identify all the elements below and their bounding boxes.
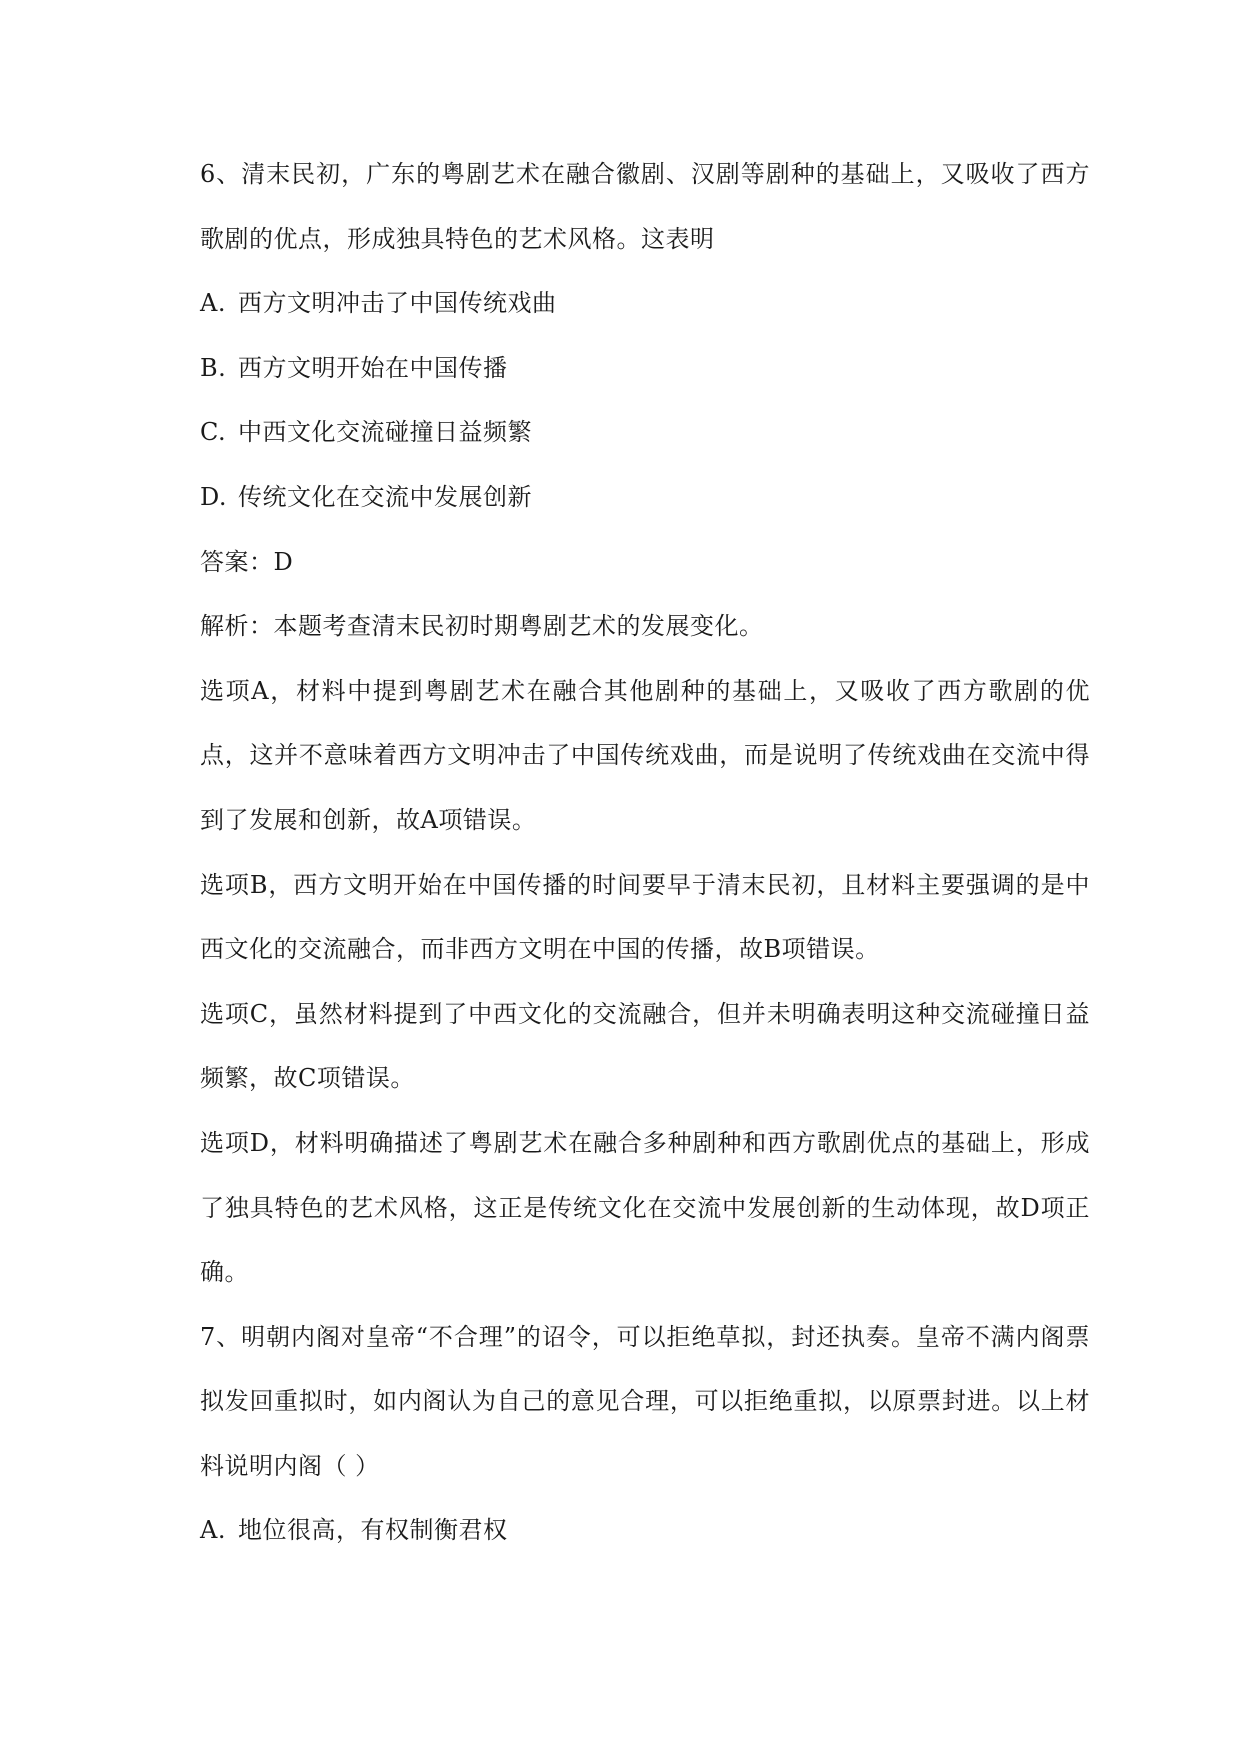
explanation-option-d: 选项D，材料明确描述了粤剧艺术在融合多种剧种和西方歌剧优点的基础上，形成了独具特色的艺术风格，这正是传统文化在交流中发展创新的生动体现，故D项正确。 <box>200 1128 1090 1287</box>
option-letter: A. <box>200 289 226 318</box>
question-6-option-d <box>200 465 1090 530</box>
explanation-option-c: 选项C，虽然材料提到了中西文化的交流融合，但并未明确表明这种交流碰撞日益频繁，故C项错误。 <box>200 999 1090 1093</box>
option-text: 地位很高，有权制衡君权 <box>238 1516 508 1545</box>
option-letter: D. <box>200 482 228 511</box>
question-6-option-a <box>200 271 1090 336</box>
option-text: 中西文化交流碰撞日益频繁 <box>238 418 532 447</box>
document-page <box>200 142 1090 1563</box>
option-letter: B. <box>200 353 227 382</box>
question-6-answer: 答案：D <box>200 547 294 576</box>
question-6-option-c <box>200 400 1090 465</box>
option-text: 传统文化在交流中发展创新 <box>238 482 532 511</box>
question-7-option-a <box>200 1498 1090 1563</box>
question-6-option-b <box>200 336 1090 401</box>
question-6-stem: 6、清末民初，广东的粤剧艺术在融合徽剧、汉剧等剧种的基础上，又吸收了西方歌剧的优点，形成独具特色的艺术风格。这表明 <box>200 160 1090 253</box>
option-letter: C. <box>200 418 227 447</box>
option-text: 西方文明冲击了中国传统戏曲 <box>238 289 557 318</box>
question-6-analysis: 解析：本题考查清末民初时期粤剧艺术的发展变化。 <box>200 612 764 641</box>
explanation-option-b: 选项B，西方文明开始在中国传播的时间要早于清末民初，且材料主要强调的是中西文化的交流融合，而非西方文明在中国的传播，故B项错误。 <box>200 870 1090 964</box>
option-text: 西方文明开始在中国传播 <box>238 353 508 382</box>
explanation-option-a: 选项A，材料中提到粤剧艺术在融合其他剧种的基础上，又吸收了西方歌剧的优点，这并不意味着西方文明冲击了中国传统戏曲，而是说明了传统戏曲在交流中得到了发展和创新，故A项错误。 <box>200 676 1090 834</box>
option-letter: A. <box>200 1516 226 1545</box>
question-7-stem: 7、明朝内阁对皇帝“不合理”的诏令，可以拒绝草拟，封还执奏。皇帝不满内阁票拟发回重拟时，如内阁认为自己的意见合理，可以拒绝重拟，以原票封进。以上材料说明内阁（ ） <box>200 1322 1090 1480</box>
